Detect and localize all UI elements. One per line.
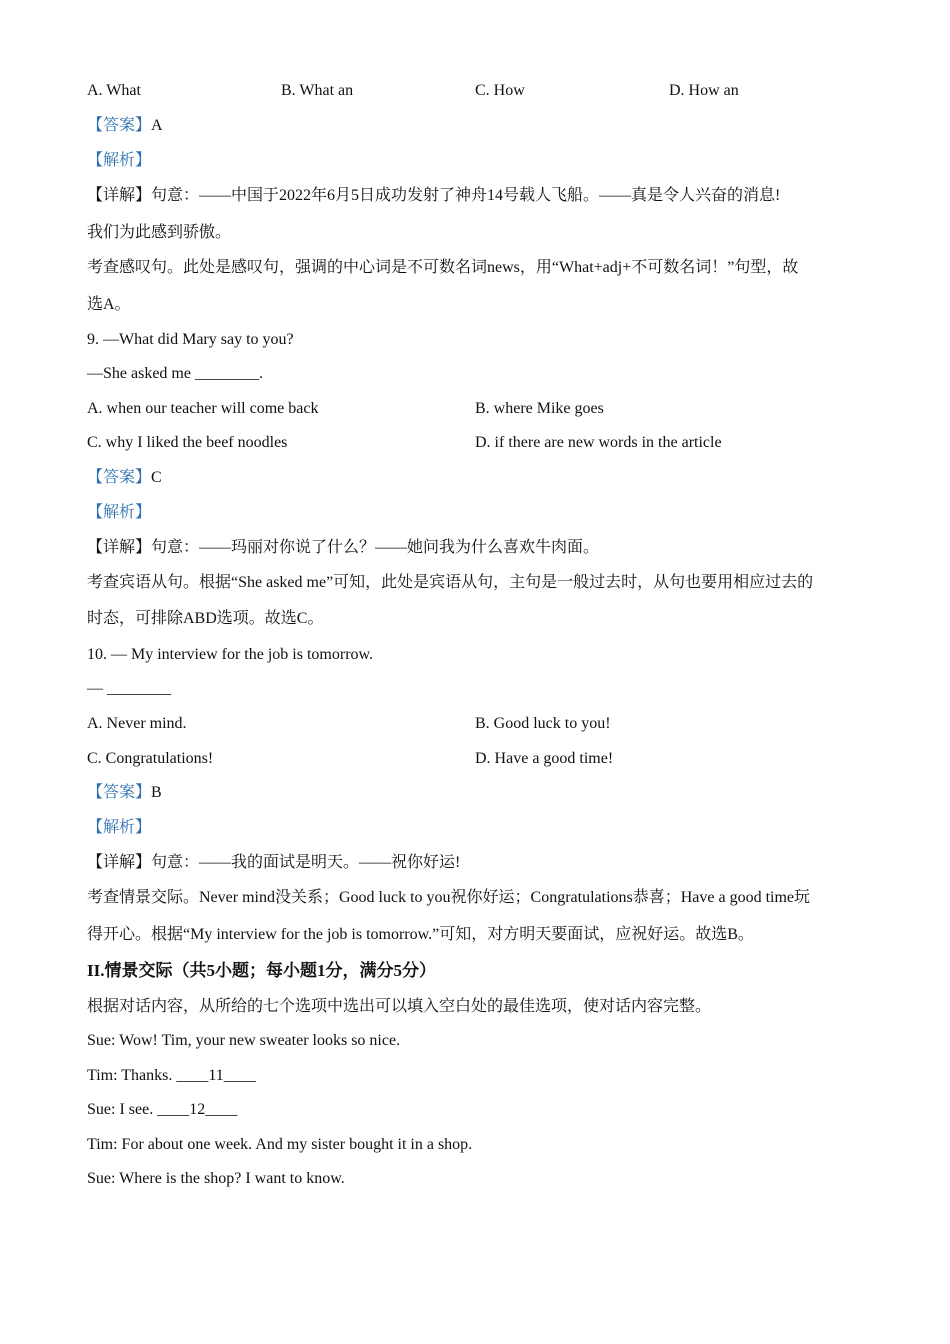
q8-answer-line [87, 115, 163, 137]
q9-answer-line [87, 467, 162, 489]
answer-tag: 【答案】 [87, 117, 152, 134]
q9-analysis-tag: 【解析】 [87, 504, 152, 521]
q8-analysis-tag: 【解析】 [87, 152, 152, 169]
answer-tag: 【答案】 [87, 784, 152, 801]
q9-explain-line2: 时态，可排除ABD选项。故选C。 [87, 610, 324, 627]
q8-answer: A [151, 117, 163, 134]
q8-explain-line1: 考查感叹句。此处是感叹句，强调的中心词是不可数名词news，用“What+adj+不可数名词！”句型，故 [87, 259, 799, 276]
section-heading: II.情景交际（共5小题；每小题1分，满分5分） [87, 961, 436, 980]
q10-question: 10. — My interview for the job is tomorrow. [87, 646, 374, 663]
q8-option-c: C. How [475, 82, 525, 99]
q9-response: —She asked me ________. [87, 365, 263, 382]
q8-option-a: A. What [87, 82, 141, 99]
q9-explain-line1: 考查宾语从句。根据“She asked me”可知，此处是宾语从句，主句是一般过去时，从句也要用相应过去的 [87, 574, 814, 591]
q9-option-a: A. when our teacher will come back [87, 400, 319, 417]
detail-tag: 【详解】 [87, 539, 152, 556]
q9-option-d: D. if there are new words in the article [475, 434, 722, 451]
q10-analysis-tag: 【解析】 [87, 819, 152, 836]
q8-explain-line2: 选A。 [87, 296, 131, 313]
section-instruction: 根据对话内容，从所给的七个选项中选出可以填入空白处的最佳选项，使对话内容完整。 [87, 998, 712, 1015]
dialogue-line-4: Tim: For about one week. And my sister bought it in a shop. [87, 1136, 473, 1153]
q10-explain-line2: 得开心。根据“My interview for the job is tomorrow.”可知，对方明天要面试，应祝好运。故选B。 [87, 926, 754, 943]
q9-option-c: C. why I liked the beef noodles [87, 434, 288, 451]
detail-tag: 【详解】 [87, 187, 152, 204]
q10-option-c: C. Congratulations! [87, 750, 214, 767]
q8-option-d: D. How an [669, 82, 739, 99]
q10-detail-line: 【详解】句意：——我的面试是明天。——祝你好运! [87, 854, 461, 871]
dialogue-line-2: Tim: Thanks. ____11____ [87, 1067, 256, 1084]
q9-answer: C [151, 469, 162, 486]
q9-option-b: B. where Mike goes [475, 400, 604, 417]
q8-option-b: B. What an [281, 82, 354, 99]
q9-question: 9. —What did Mary say to you? [87, 331, 294, 348]
q10-answer-line [87, 782, 162, 804]
q8-detail-line: 【详解】句意：——中国于2022年6月5日成功发射了神舟14号载人飞船。——真是令人兴奋的消息! [87, 187, 781, 204]
q10-explain-line1: 考查情景交际。Never mind没关系；Good luck to you祝你好运；Congratulations恭喜；Have a good time玩 [87, 889, 811, 906]
dialogue-line-3: Sue: I see. ____12____ [87, 1101, 238, 1118]
q8-detail-line2: 我们为此感到骄傲。 [87, 224, 232, 241]
q10-option-a: A. Never mind. [87, 715, 187, 732]
answer-tag: 【答案】 [87, 469, 152, 486]
q10-answer: B [151, 784, 162, 801]
q10-response: — ________ [87, 680, 171, 697]
blank-12[interactable]: ____12____ [157, 1101, 238, 1118]
q10-option-d: D. Have a good time! [475, 750, 614, 767]
dialogue-line-5: Sue: Where is the shop? I want to know. [87, 1170, 345, 1187]
dialogue-line-1: Sue: Wow! Tim, your new sweater looks so nice. [87, 1032, 401, 1049]
q10-option-b: B. Good luck to you! [475, 715, 611, 732]
q9-detail-line: 【详解】句意：——玛丽对你说了什么？——她问我为什么喜欢牛肉面。 [87, 539, 600, 556]
blank-11[interactable]: ____11____ [176, 1067, 256, 1084]
detail-tag: 【详解】 [87, 854, 152, 871]
